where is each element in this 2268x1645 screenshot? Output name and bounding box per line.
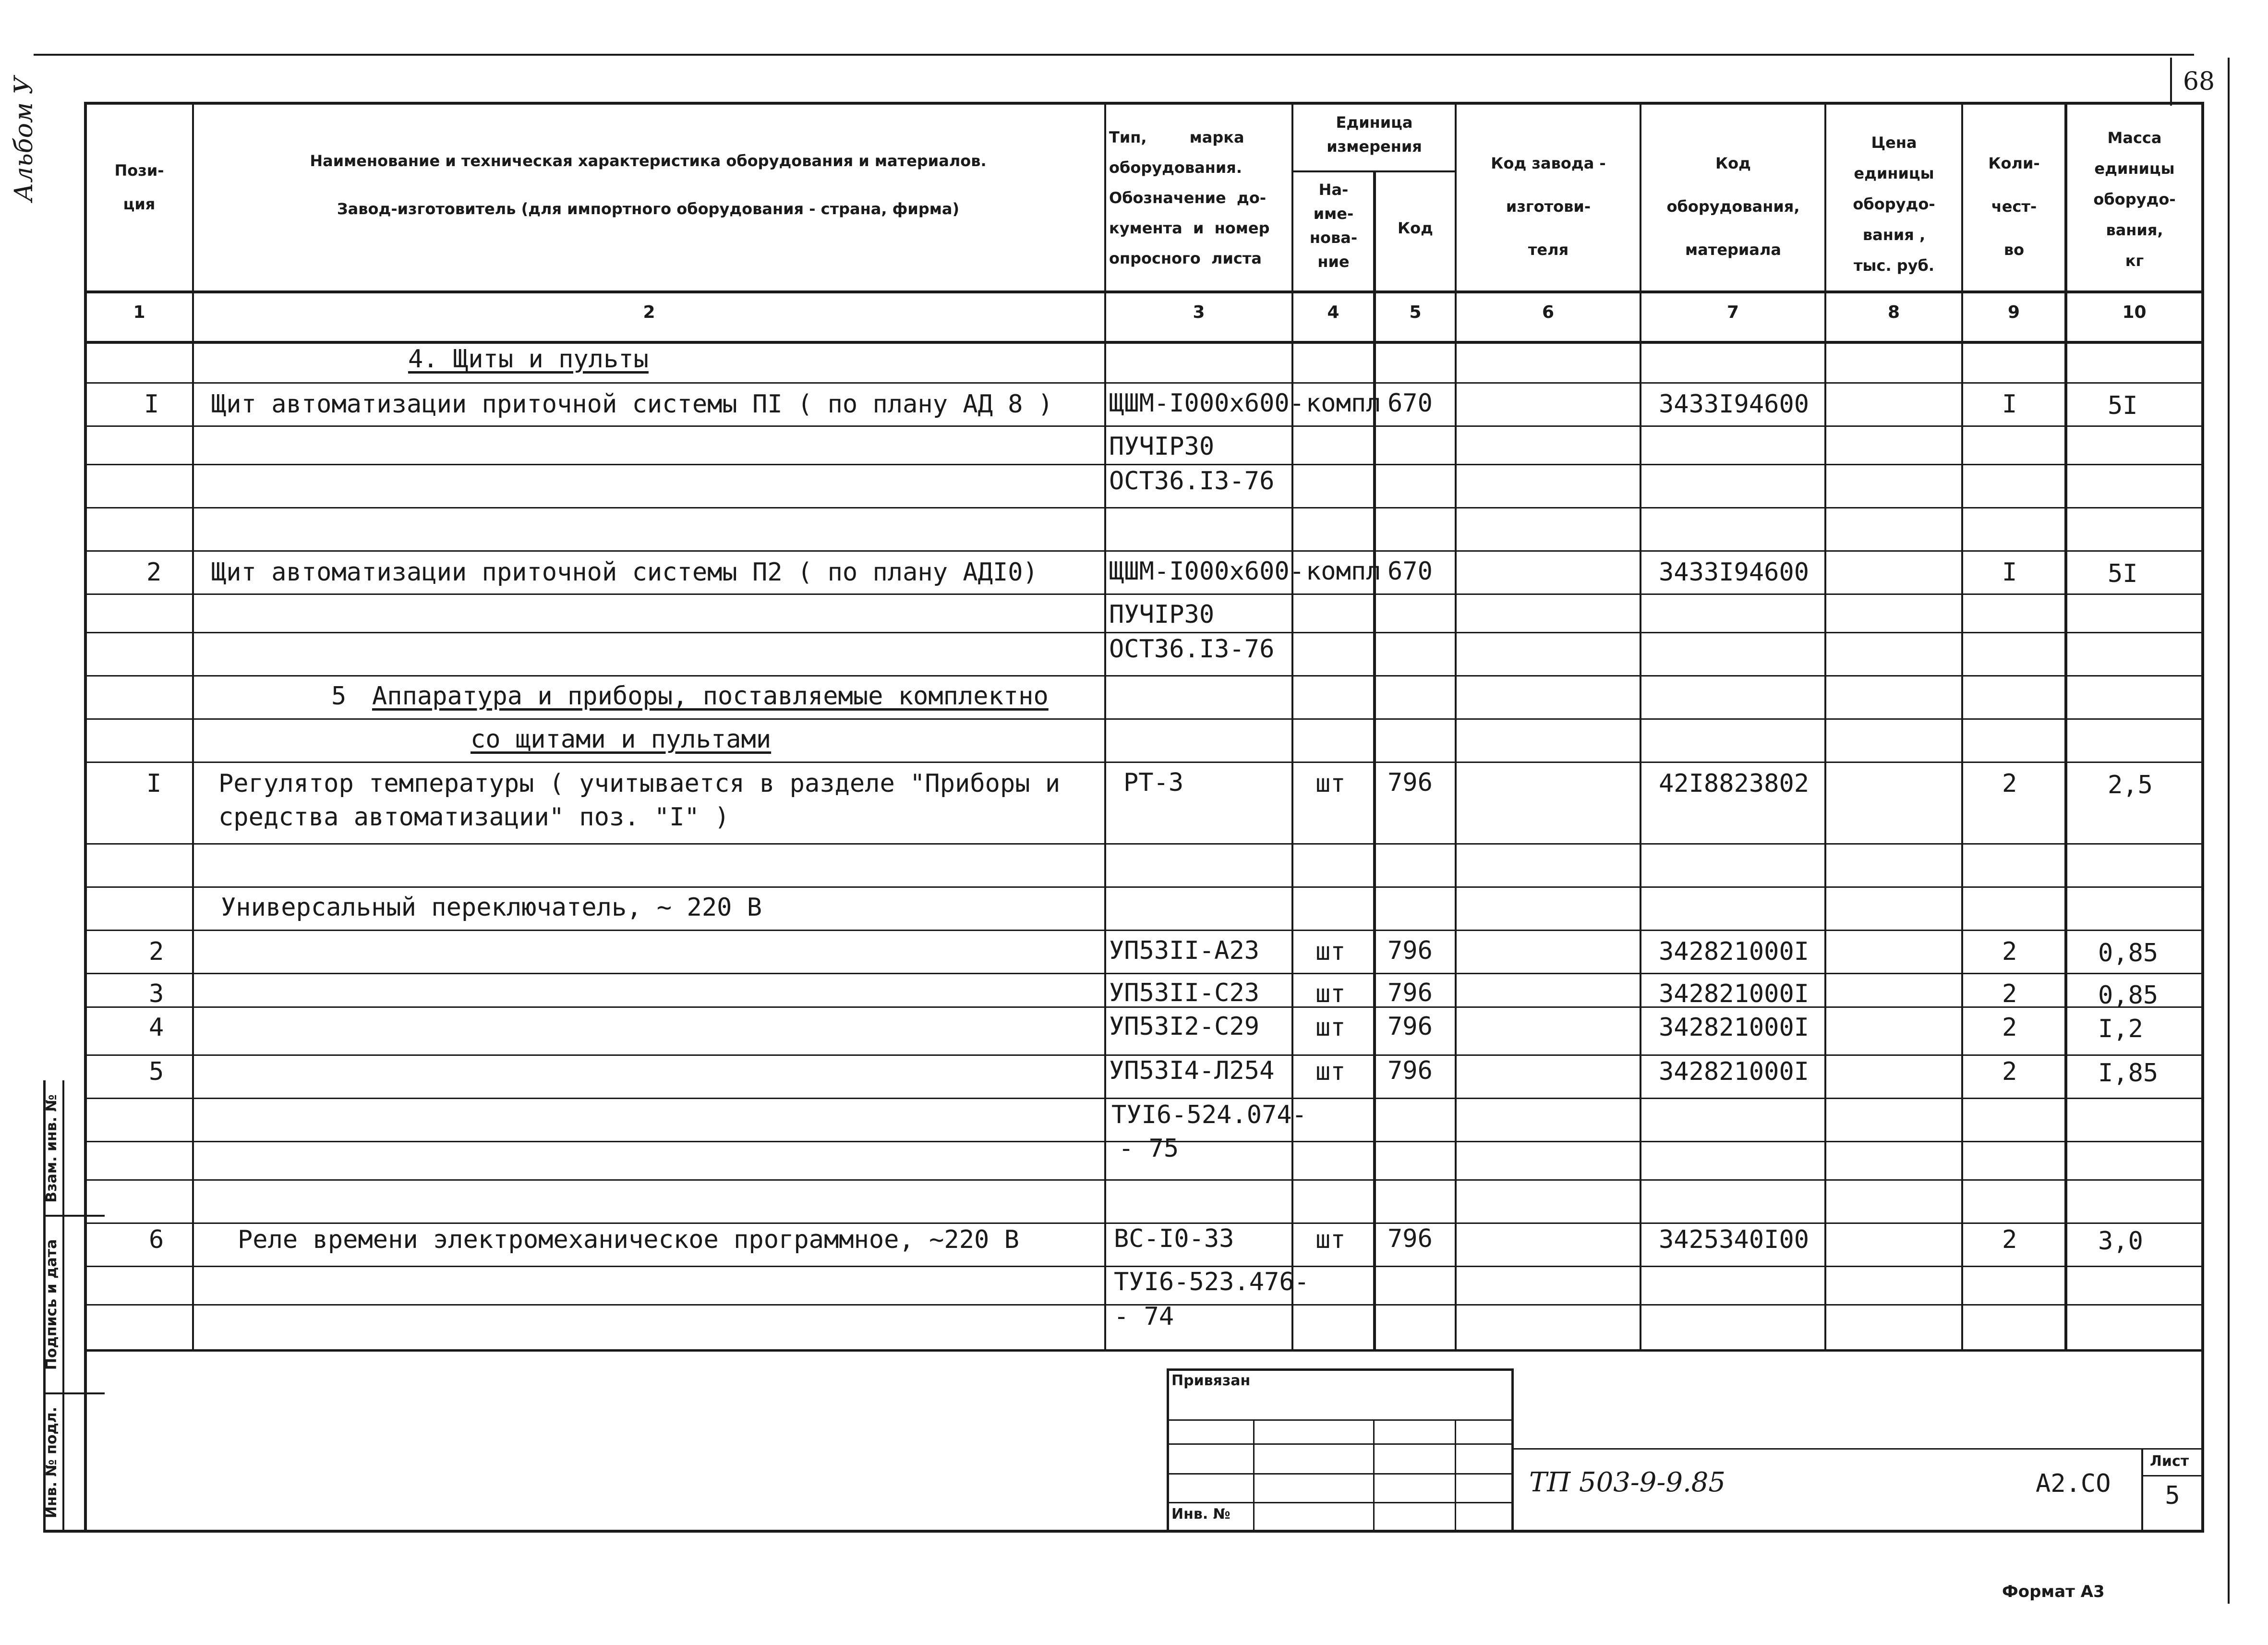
row6-equip-code: 342821000I bbox=[1659, 1013, 1810, 1042]
row-line bbox=[84, 886, 2201, 888]
row8-type: ВС-I0-33 bbox=[1114, 1224, 1234, 1253]
tb-vline bbox=[1455, 1419, 1456, 1532]
colnum-4: 4 bbox=[1327, 302, 1339, 322]
row4-qty: 2 bbox=[2002, 937, 2017, 966]
table-bottom-line bbox=[84, 1349, 2201, 1352]
sheet-box-left bbox=[2141, 1448, 2143, 1533]
row3-name-line2: средства автоматизации" поз. "I" ) bbox=[218, 803, 730, 832]
row-line bbox=[84, 930, 2201, 931]
vline-6 bbox=[1640, 102, 1641, 1350]
row3-equip-code: 42I8823802 bbox=[1659, 769, 1810, 798]
header-name-line1: Наименование и техническая характеристика оборудования и материалов. bbox=[310, 152, 987, 170]
row-line bbox=[84, 1266, 2201, 1267]
row7-code: 796 bbox=[1387, 1056, 1433, 1085]
vline-3 bbox=[1291, 102, 1293, 1350]
page-number-box-left bbox=[2170, 58, 2172, 106]
switch-group-title: Универсальный переключатель, ~ 220 В bbox=[221, 893, 762, 922]
vline-8 bbox=[1961, 102, 1963, 1350]
section-4-title: 4. Щиты и пульты bbox=[408, 345, 649, 374]
stamp-mid bbox=[62, 1080, 64, 1533]
row-line bbox=[84, 593, 2201, 595]
row5-qty: 2 bbox=[2002, 980, 2017, 1008]
row-line bbox=[84, 718, 2201, 720]
row4-type: УП53II-А23 bbox=[1109, 936, 1260, 965]
row8-equip-code: 3425340I00 bbox=[1659, 1225, 1810, 1254]
vline-2 bbox=[1104, 102, 1106, 1350]
tb-right bbox=[1511, 1368, 1514, 1532]
stamp-inv-sub: Инв. № подл. bbox=[43, 1406, 60, 1519]
row-line bbox=[84, 507, 2201, 508]
header-bottom-line bbox=[84, 290, 2201, 293]
row6-code: 796 bbox=[1387, 1012, 1433, 1041]
frame-bottom bbox=[46, 1530, 2201, 1533]
section-5-number: 5 bbox=[331, 682, 347, 711]
row-line bbox=[84, 843, 2201, 845]
row-line bbox=[84, 550, 2201, 552]
stamp-divider bbox=[43, 1392, 105, 1394]
row8-mass: 3,0 bbox=[2098, 1227, 2143, 1256]
row8-code: 796 bbox=[1387, 1224, 1433, 1253]
row4-unit: шт bbox=[1315, 937, 1346, 966]
row1-name: Щит автоматизации приточной системы ПI ( по плану АД 8 ) bbox=[211, 390, 1053, 419]
row5-unit: шт bbox=[1315, 980, 1346, 1008]
colnum-bottom-line bbox=[84, 341, 2201, 344]
row3-unit: шт bbox=[1315, 769, 1346, 798]
row-line bbox=[84, 973, 2201, 974]
row-line bbox=[84, 675, 2201, 677]
row7-type: УП53I4-Л254 bbox=[1109, 1056, 1275, 1085]
outer-right-edge bbox=[2228, 58, 2230, 1604]
row2-type-line3: ОСТ36.I3-76 bbox=[1109, 635, 1275, 664]
frame-right bbox=[2201, 102, 2204, 1533]
header-unit-code: Код bbox=[1398, 219, 1433, 237]
row2-qty: I bbox=[2002, 558, 2017, 587]
colnum-1: 1 bbox=[133, 302, 145, 322]
header-type: Тип, марка оборудования. Обозначение до- кумента и номер опросного листа bbox=[1109, 128, 1270, 267]
colnum-9: 9 bbox=[2007, 302, 2020, 322]
row2-type-line2: ПУЧIР30 bbox=[1109, 600, 1215, 629]
tb-line bbox=[1167, 1419, 1512, 1421]
row7-type-line2: ТУI6-524.074- bbox=[1111, 1101, 1307, 1129]
row6-mass: I,2 bbox=[2098, 1015, 2143, 1043]
row7-mass: I,85 bbox=[2098, 1059, 2159, 1088]
row1-code: 670 bbox=[1387, 389, 1433, 418]
row8-position: 6 bbox=[149, 1225, 164, 1254]
tb-line bbox=[1167, 1443, 1512, 1445]
row8-type-line3: - 74 bbox=[1114, 1302, 1174, 1331]
format-label: Формат А3 bbox=[2002, 1582, 2105, 1601]
colnum-10: 10 bbox=[2122, 302, 2147, 322]
frame-top bbox=[84, 102, 2201, 105]
tb-vline bbox=[1253, 1419, 1255, 1532]
row2-mass: 5I bbox=[2108, 559, 2138, 588]
vline-4 bbox=[1373, 170, 1376, 1352]
row2-code: 670 bbox=[1387, 557, 1433, 586]
row2-type: ЩШМ-I000х600- bbox=[1109, 557, 1304, 586]
colnum-7: 7 bbox=[1726, 302, 1739, 322]
row3-code: 796 bbox=[1387, 768, 1433, 797]
stamp-vzam: Взам. инв. № bbox=[43, 1094, 60, 1203]
row5-equip-code: 342821000I bbox=[1659, 980, 1810, 1008]
sheet-number: 5 bbox=[2165, 1481, 2180, 1510]
colnum-2: 2 bbox=[643, 302, 655, 322]
header-position: Пози- ция bbox=[114, 161, 164, 213]
section-5-title-line2: со щитами и пультами bbox=[470, 725, 772, 754]
row1-type: ЩШМ-I000х600- bbox=[1109, 389, 1304, 418]
row-line bbox=[84, 382, 2201, 384]
header-mass: Масса единицы оборудо- вания, кг bbox=[2093, 129, 2176, 270]
tb-vline bbox=[1373, 1419, 1375, 1532]
row3-qty: 2 bbox=[2002, 769, 2017, 798]
row2-position: 2 bbox=[146, 558, 162, 587]
sheet-label: Лист bbox=[2150, 1453, 2189, 1470]
row3-mass: 2,5 bbox=[2108, 771, 2153, 799]
tb-left bbox=[1167, 1368, 1169, 1532]
vline-1 bbox=[192, 102, 194, 1350]
row2-equip-code: 3433I94600 bbox=[1659, 558, 1810, 587]
row7-qty: 2 bbox=[2002, 1057, 2017, 1086]
doc-code: ТП 503-9-9.85 bbox=[1529, 1467, 1726, 1498]
row6-position: 4 bbox=[149, 1013, 164, 1042]
header-equipment-code: Код оборудования, материала bbox=[1666, 154, 1800, 259]
row5-type: УП53II-С23 bbox=[1109, 979, 1260, 1007]
row3-name: Регулятор температуры ( учитывается в разделе "Приборы и bbox=[218, 769, 1061, 798]
row-line bbox=[84, 425, 2201, 427]
row1-mass: 5I bbox=[2108, 391, 2138, 420]
row-line bbox=[84, 632, 2201, 633]
row1-equip-code: 3433I94600 bbox=[1659, 390, 1810, 419]
row-line bbox=[84, 762, 2201, 763]
row7-type-line3: - 75 bbox=[1119, 1134, 1179, 1163]
header-factory-code: Код завода - изготови- теля bbox=[1491, 154, 1606, 259]
row2-name: Щит автоматизации приточной системы П2 ( по плану АДI0) bbox=[211, 558, 1038, 587]
row8-name: Реле времени электромеханическое программное, ~220 В bbox=[238, 1225, 1019, 1254]
header-unit-name: На- име- нова- ние bbox=[1309, 181, 1358, 271]
row4-position: 2 bbox=[149, 937, 164, 966]
row-line bbox=[84, 1179, 2201, 1181]
stamp-sign-date: Подпись и дата bbox=[43, 1239, 60, 1370]
row5-mass: 0,85 bbox=[2098, 981, 2159, 1010]
colnum-8: 8 bbox=[1887, 302, 1900, 322]
row8-type-line2: ТУI6-523.476- bbox=[1114, 1268, 1309, 1296]
row8-unit: шт bbox=[1315, 1225, 1346, 1254]
colnum-6: 6 bbox=[1542, 302, 1555, 322]
row1-unit: компл bbox=[1306, 389, 1381, 418]
row1-position: I bbox=[144, 390, 159, 419]
header-price: Цена единицы оборудо- вания , тыс. руб. bbox=[1853, 133, 1935, 275]
row7-unit: шт bbox=[1315, 1057, 1346, 1086]
row8-qty: 2 bbox=[2002, 1225, 2017, 1254]
album-label: Альбом У bbox=[10, 76, 38, 202]
vline-7 bbox=[1824, 102, 1826, 1350]
row-line bbox=[84, 1098, 2201, 1099]
vline-5 bbox=[1455, 102, 1457, 1350]
tb-line bbox=[1167, 1502, 1512, 1503]
row5-position: 3 bbox=[149, 980, 164, 1008]
row3-type: РТ-3 bbox=[1123, 768, 1184, 797]
row4-equip-code: 342821000I bbox=[1659, 937, 1810, 966]
row-line bbox=[84, 1222, 2201, 1224]
row3-position: I bbox=[146, 769, 162, 798]
colnum-5: 5 bbox=[1409, 302, 1422, 322]
tb-bound-label: Привязан bbox=[1171, 1372, 1251, 1389]
colnum-3: 3 bbox=[1193, 302, 1205, 322]
row6-unit: шт bbox=[1315, 1013, 1346, 1042]
tb-line bbox=[1167, 1473, 1512, 1475]
sheet-box-mid bbox=[2141, 1475, 2201, 1476]
header-name-line2: Завод-изготовитель (для импортного оборудования - страна, фирма) bbox=[337, 200, 960, 218]
tb-inv-label: Инв. № bbox=[1171, 1506, 1231, 1523]
sheet-code: А2.СО bbox=[2036, 1469, 2111, 1498]
row1-type-line3: ОСТ36.I3-76 bbox=[1109, 467, 1275, 496]
header-unit-group: Единица измерения bbox=[1327, 113, 1422, 156]
vline-9 bbox=[2064, 102, 2067, 1350]
row6-type: УП53I2-С29 bbox=[1109, 1012, 1260, 1041]
row-line bbox=[84, 1054, 2201, 1056]
tb-doc-line bbox=[1511, 1448, 2201, 1450]
top-border-line bbox=[34, 54, 2194, 56]
row4-mass: 0,85 bbox=[2098, 939, 2159, 968]
row-line bbox=[84, 464, 2201, 465]
row1-type-line2: ПУЧIР30 bbox=[1109, 432, 1215, 461]
header-quantity: Коли- чест- во bbox=[1988, 154, 2040, 259]
row6-qty: 2 bbox=[2002, 1013, 2017, 1042]
section-5-title-line1: Аппаратура и приборы, поставляемые комплектно bbox=[372, 682, 1049, 711]
row7-position: 5 bbox=[149, 1057, 164, 1086]
row7-equip-code: 342821000I bbox=[1659, 1057, 1810, 1086]
tb-outer-top bbox=[1167, 1368, 1512, 1371]
row4-code: 796 bbox=[1387, 936, 1433, 965]
row1-qty: I bbox=[2002, 390, 2017, 419]
row2-unit: компл bbox=[1306, 557, 1381, 586]
row5-code: 796 bbox=[1387, 979, 1433, 1007]
page-number: 68 bbox=[2183, 67, 2215, 96]
